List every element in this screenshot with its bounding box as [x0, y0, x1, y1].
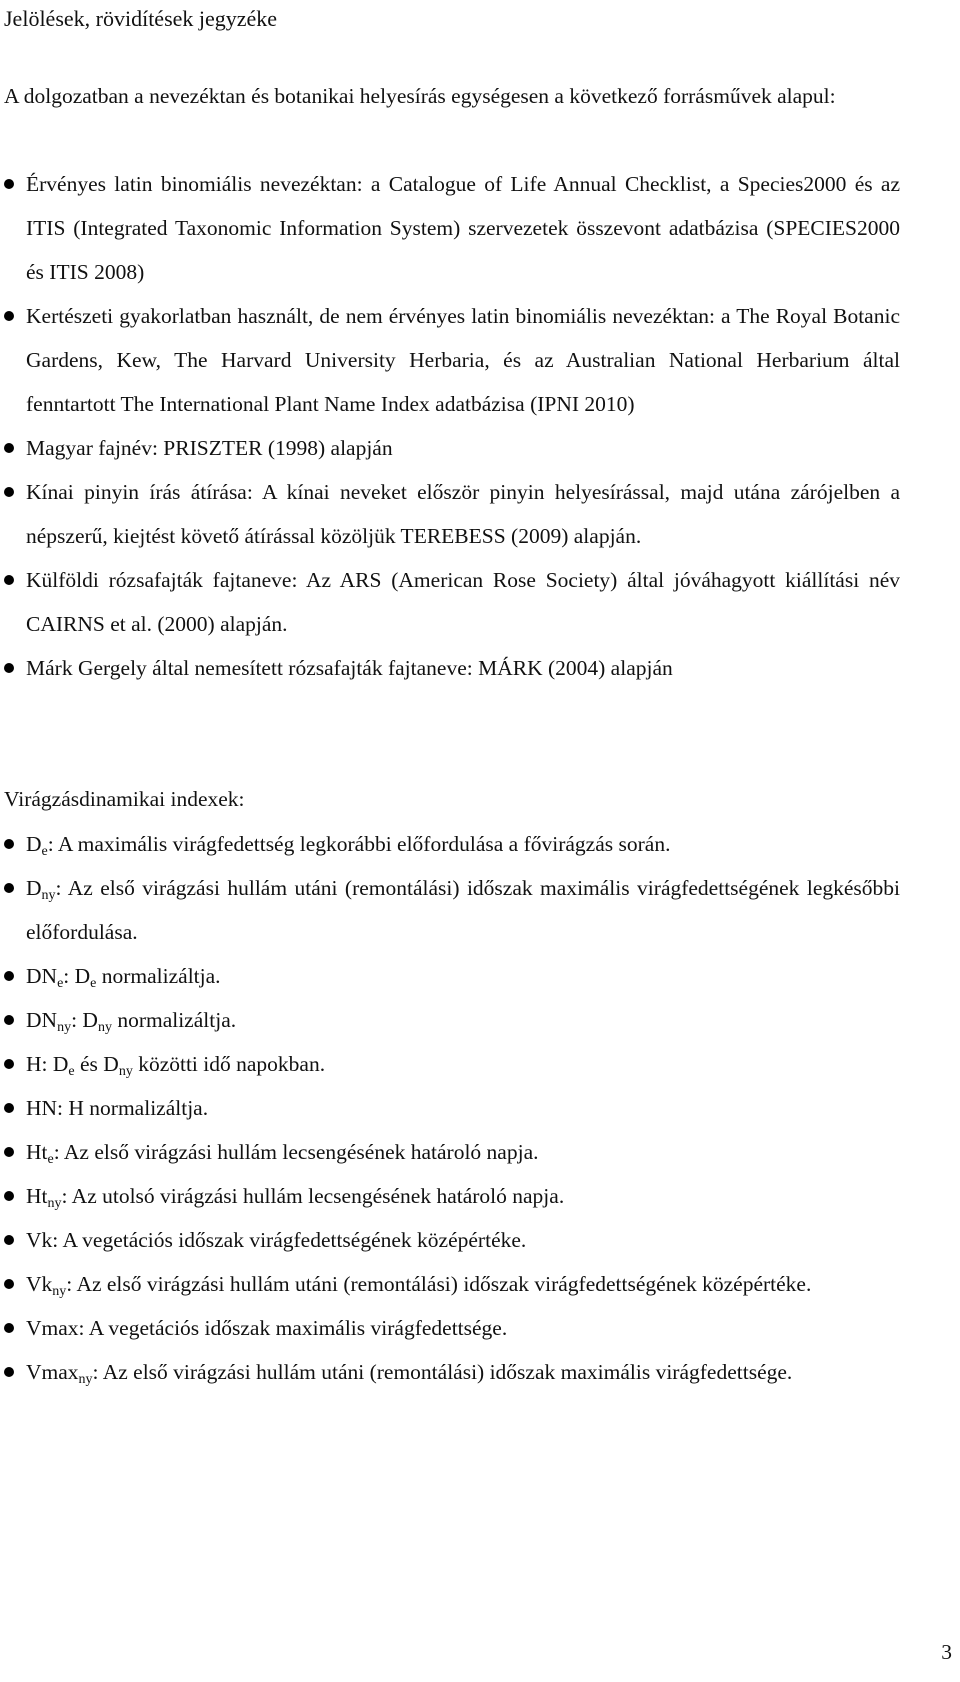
- bullet-icon: [4, 487, 14, 497]
- bullet-icon: [4, 663, 14, 673]
- page-heading: Jelölések, rövidítések jegyzéke: [4, 6, 278, 31]
- indexes-list: [0, 822, 900, 1394]
- list-item: Vmax$_{ny}$: Az első virágzási hullám utáni (remontálási) időszak maximális virágfedettsége.: [0, 1350, 900, 1394]
- bullet-icon: [4, 1323, 14, 1333]
- bullet-icon: [4, 1015, 14, 1025]
- list-item: Érvényes latin binomiális nevezéktan: a Catalogue of Life Annual Checklist, a Species2000 és az ITIS (Integrated Taxonomic Information System) szervezetek összevont adatbázisa (SPECIES2000 és ITIS 2008): [0, 162, 900, 294]
- bullet-icon: [4, 1147, 14, 1157]
- list-item: Külföldi rózsafajták fajtaneve: Az ARS (American Rose Society) által jóváhagyott kiállítási név CAIRNS et al. (2000) alapján.: [0, 558, 900, 646]
- list-item: $Vk_{ny}$: Az első virágzási hullám utáni (remontálási) időszak virágfedettségének középértéke.: [0, 1262, 900, 1306]
- list-item: Magyar fajnév: PRISZTER (1998) alapján: [0, 426, 900, 470]
- bullet-icon: [4, 1059, 14, 1069]
- bullet-icon: [4, 971, 14, 981]
- bullet-icon: [4, 179, 14, 189]
- bullet-icon: [4, 1367, 14, 1377]
- list-item: HN: H normalizáltja.: [0, 1086, 900, 1130]
- intro-paragraph: A dolgozatban a nevezéktan és botanikai helyesírás egységesen a következő forrásművek alapul:: [4, 84, 836, 108]
- list-item: $D_{ny}$: Az első virágzási hullám utáni (remontálási) időszak maximális virágfedettségének legkésőbbi előfordulása.: [0, 866, 900, 954]
- list-item: $DN_{ny}$: $D_{ny}$ normalizáltja.: [0, 998, 900, 1042]
- list-item: $Ht_e$: Az első virágzási hullám lecsengésének határoló napja.: [0, 1130, 900, 1174]
- bullet-icon: [4, 1191, 14, 1201]
- list-item: H: $D_e$ és $D_{ny}$ közötti idő napokban.: [0, 1042, 900, 1086]
- list-item: Vk: A vegetációs időszak virágfedettségének középértéke.: [0, 1218, 900, 1262]
- bullet-icon: [4, 1103, 14, 1113]
- sources-list: [0, 162, 900, 690]
- bullet-icon: [4, 1235, 14, 1245]
- list-item: Kertészeti gyakorlatban használt, de nem érvényes latin binomiális nevezéktan: a The Royal Botanic Gardens, Kew, The Harvard University Herbaria, és az Australian National Herbarium által fenntartott The International Plant Name Index adatbázisa (IPNI 2010): [0, 294, 900, 426]
- list-item: $D_e$: A maximális virágfedettség legkorábbi előfordulása a fővirágzás során.: [0, 822, 900, 866]
- list-item: Vmax: A vegetációs időszak maximális virágfedettsége.: [0, 1306, 900, 1350]
- bullet-icon: [4, 311, 14, 321]
- list-item: Márk Gergely által nemesített rózsafajták fajtaneve: MÁRK (2004) alapján: [0, 646, 900, 690]
- list-item: $DN_e$: $D_e$ normalizáltja.: [0, 954, 900, 998]
- bullet-icon: [4, 839, 14, 849]
- bullet-icon: [4, 883, 14, 893]
- bullet-icon: [4, 575, 14, 585]
- section-title: Virágzásdinamikai indexek:: [4, 787, 245, 811]
- bullet-icon: [4, 1279, 14, 1289]
- page-number: 3: [941, 1640, 952, 1664]
- list-item: $Ht_{ny}$: Az utolsó virágzási hullám lecsengésének határoló napja.: [0, 1174, 900, 1218]
- bullet-icon: [4, 443, 14, 453]
- list-item: Kínai pinyin írás átírása: A kínai neveket először pinyin helyesírással, majd utána zárójelben a népszerű, kiejtést követő átírással közöljük TEREBESS (2009) alapján.: [0, 470, 900, 558]
